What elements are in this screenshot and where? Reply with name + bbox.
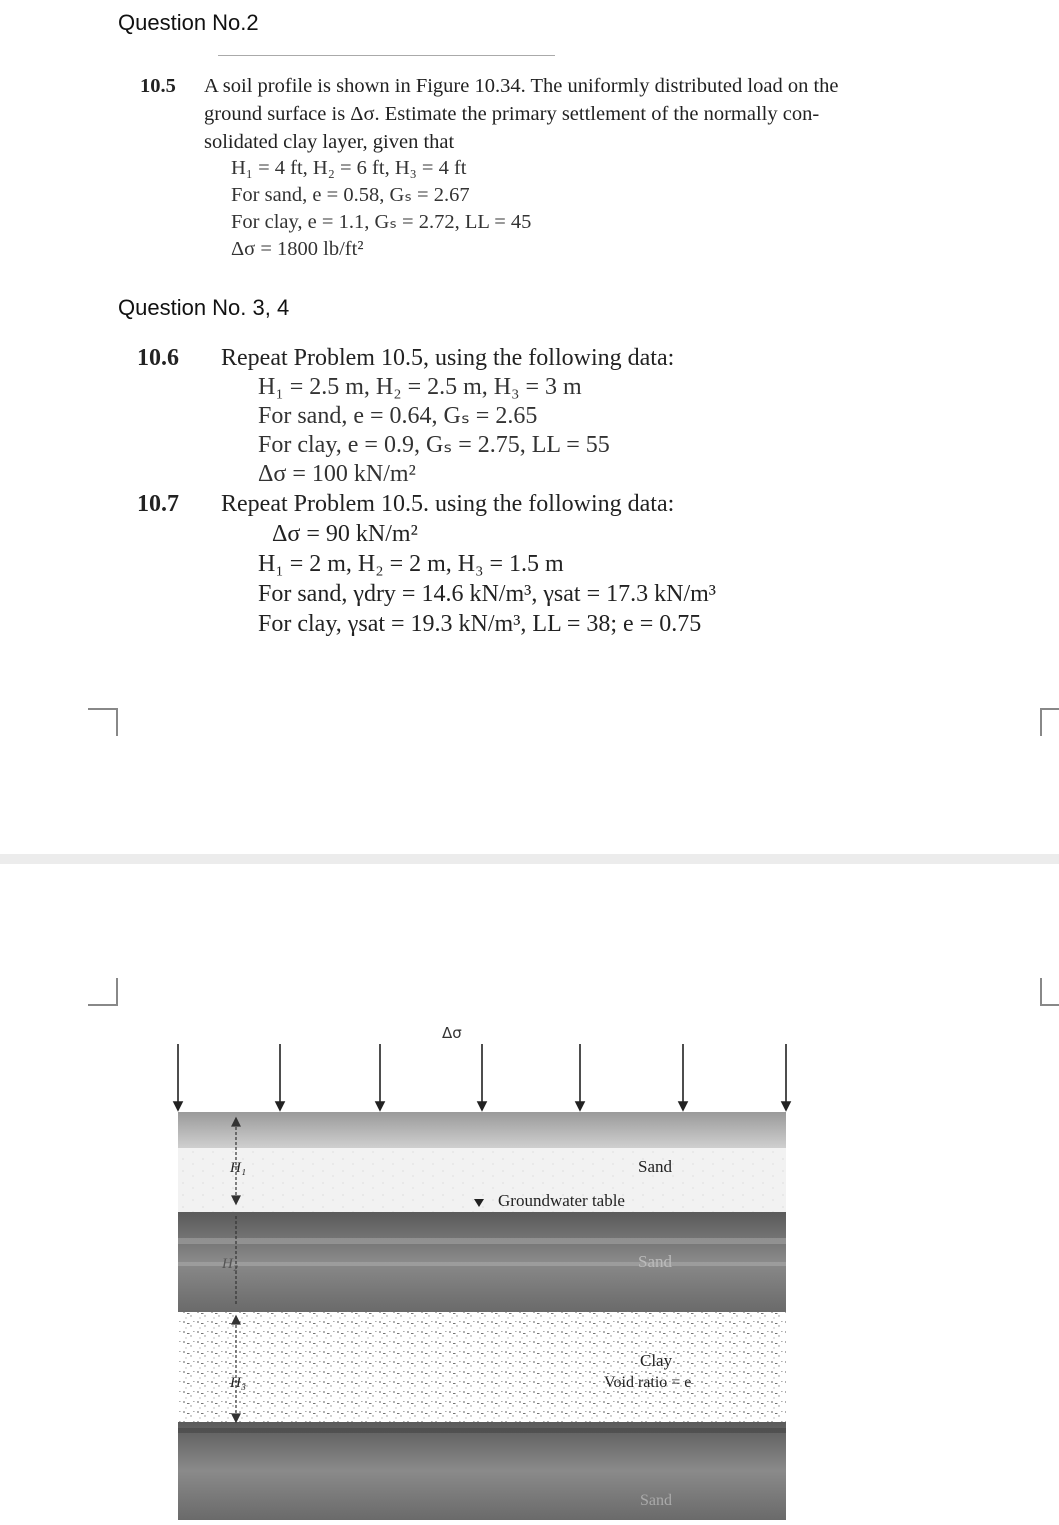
given-clay: For clay, e = 1.1, Gₛ = 2.72, LL = 45 xyxy=(231,211,532,233)
problem-10-7-lead: Repeat Problem 10.5. using the following data: xyxy=(221,491,675,517)
problem-10-6-givens xyxy=(258,373,610,489)
load-label: Δσ xyxy=(442,1024,462,1042)
void-ratio-label: Void ratio = e xyxy=(604,1374,692,1391)
clay-label: Clay xyxy=(640,1351,673,1370)
given-sand: For sand, e = 0.64, Gₛ = 2.65 xyxy=(258,403,538,429)
problem-10-6-lead: Repeat Problem 10.5, using the following data: xyxy=(221,345,675,371)
sand-bottom-label: Sand xyxy=(640,1492,672,1509)
given-load: Δσ = 90 kN/m² xyxy=(272,521,418,547)
h1-label: H₁ xyxy=(230,1160,247,1176)
ground-surface-layer xyxy=(178,1112,786,1148)
clay-layer xyxy=(178,1312,786,1422)
sand-layer-upper xyxy=(178,1148,786,1212)
problem-10-5-text xyxy=(204,72,994,156)
given-sand: For sand, e = 0.58, Gₛ = 2.67 xyxy=(231,184,470,206)
problem-10-5-line3: solidated clay layer, given that xyxy=(204,131,455,153)
given-clay: For clay, e = 0.9, Gₛ = 2.75, LL = 55 xyxy=(258,432,610,458)
h3-label: H₃ xyxy=(230,1375,247,1391)
problem-10-5-number: 10.5 xyxy=(140,75,176,97)
problem-10-5-givens xyxy=(231,155,531,263)
problem-10-6-number: 10.6 xyxy=(137,345,179,371)
soil-profile-figure xyxy=(0,1000,1059,1525)
given-heights: H₁ = 4 ft, H₂ = 6 ft, H₃ = 4 ft xyxy=(231,157,467,179)
problem-10-7-givens xyxy=(258,519,716,639)
given-heights: H₁ = 2 m, H₂ = 2 m, H₃ = 1.5 m xyxy=(258,551,564,577)
given-load: Δσ = 1800 lb/ft² xyxy=(231,238,364,260)
divider xyxy=(218,55,555,56)
given-heights: H₁ = 2.5 m, H₂ = 2.5 m, H₃ = 3 m xyxy=(258,374,582,400)
problem-10-7-number: 10.7 xyxy=(137,491,179,517)
problem-10-5-line2: ground surface is Δσ. Estimate the primary settlement of the normally con- xyxy=(204,103,820,125)
problem-10-5-line1: A soil profile is shown in Figure 10.34. The uniformly distributed load on the xyxy=(204,75,839,97)
corner-mark xyxy=(1040,708,1059,736)
given-clay: For clay, γsat = 19.3 kN/m³, LL = 38; e = 0.75 xyxy=(258,611,702,637)
given-load: Δσ = 100 kN/m² xyxy=(258,461,416,487)
groundwater-table-label: Groundwater table xyxy=(498,1191,625,1210)
sand-mid-label: Sand xyxy=(638,1252,672,1271)
given-sand: For sand, γdry = 14.6 kN/m³, γsat = 17.3 kN/m³ xyxy=(258,581,716,607)
h2-label: H₂ xyxy=(222,1256,239,1272)
question-3-4-heading: Question No. 3, 4 xyxy=(118,295,290,320)
sand-layer-bottom xyxy=(178,1422,786,1520)
corner-mark xyxy=(88,708,118,736)
sand-top-label: Sand xyxy=(638,1157,672,1176)
question-2-heading: Question No.2 xyxy=(118,10,259,35)
page-separator xyxy=(0,854,1059,864)
load-arrows xyxy=(174,1044,790,1110)
